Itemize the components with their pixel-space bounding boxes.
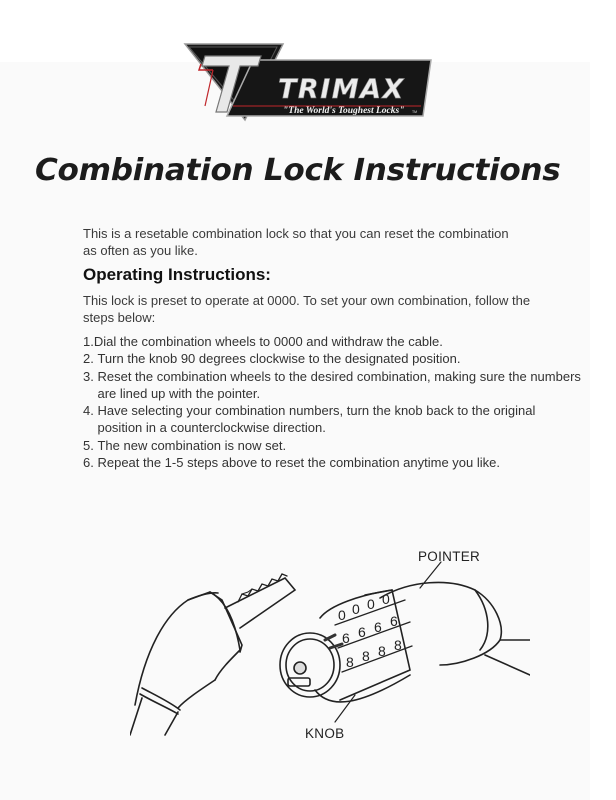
svg-text:0: 0 [382,591,390,607]
step-item: 5. The new combination is now set. [83,437,287,453]
svg-text:6: 6 [358,624,366,640]
svg-text:8: 8 [378,643,386,659]
svg-text:6: 6 [342,630,350,646]
svg-text:0: 0 [352,601,360,617]
svg-text:6: 6 [374,619,382,635]
preset-paragraph: This lock is preset to operate at 0000. To set your own combination, follow the steps below: [83,293,531,325]
trimax-logo [183,42,433,122]
step-item: 4. Have selecting your combination numbers, turn the knob back to the original position in a counterclockwise direction. [83,403,536,436]
step-item: 1. Dial the combination wheels to 0000 and withdraw the cable. [83,334,443,349]
step-item: 6. Repeat the 1-5 steps above to reset the combination anytime you like. [83,455,500,471]
knob-label: KNOB [305,726,345,741]
svg-text:TM: TM [412,110,418,114]
cable-end-icon [130,574,295,735]
svg-text:8: 8 [362,648,370,664]
step-item: 3. Reset the combination wheels to the desired combination, making sure the numbers are lined up with the pointer. [83,368,581,401]
logo-tagline: "The World's Toughest Locks" [283,106,405,116]
page-title: Combination Lock Instructions [35,153,561,188]
svg-text:0: 0 [338,607,346,623]
steps-list [83,333,583,471]
svg-text:8: 8 [394,637,402,653]
combination-lock-icon [280,582,530,702]
svg-text:8: 8 [346,654,354,670]
logo-brand-text: TRIMAX [278,74,405,105]
svg-text:6: 6 [390,613,398,629]
pointer-label: POINTER [418,549,481,564]
svg-text:0: 0 [367,596,375,612]
section-heading: Operating Instructions: [83,265,271,284]
step-item: 2. Turn the knob 90 degrees clockwise to the designated position. [83,351,461,367]
intro-paragraph: This is a resetable combination lock so that you can reset the combination as often as you like. [83,226,509,258]
